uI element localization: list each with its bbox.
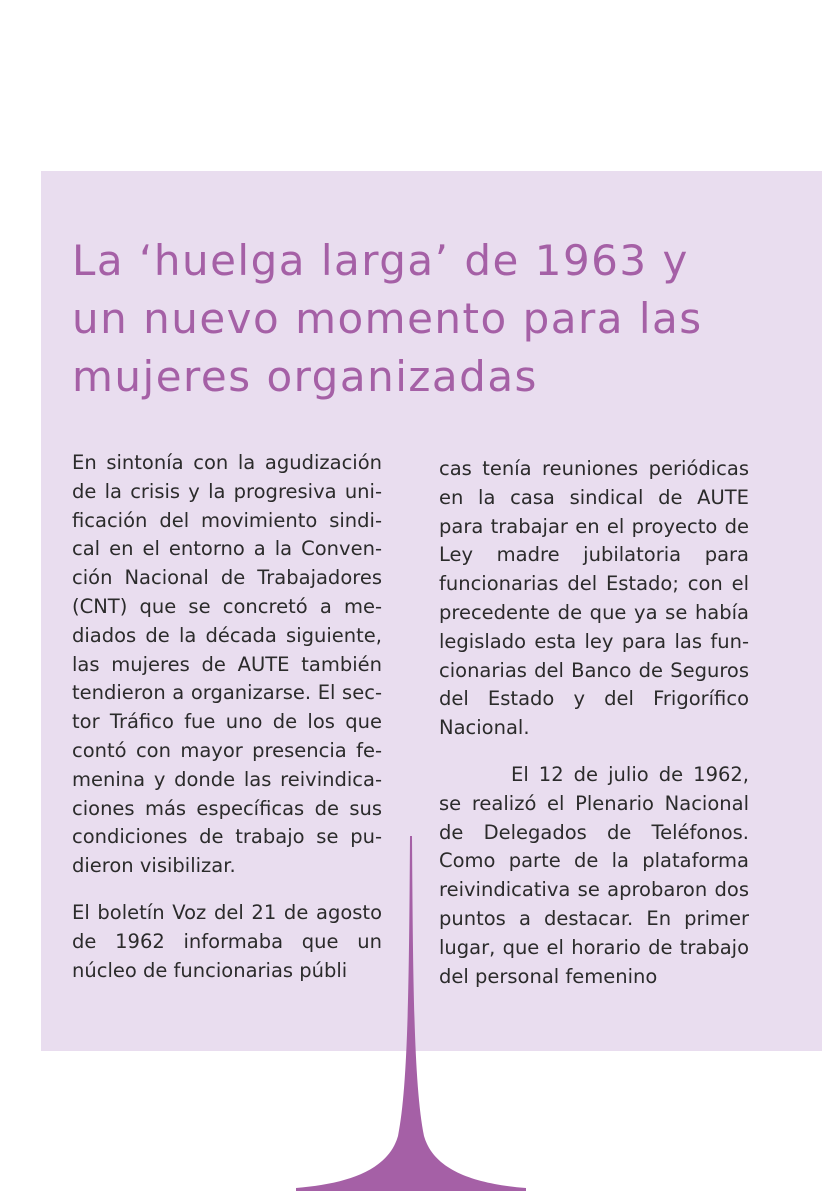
decorative-spike [296, 836, 526, 1191]
paragraph: El boletín Voz del 21 de agosto de 1962 informaba que un núcleo de funcionarias públi [72, 900, 382, 982]
paragraph: El 12 de julio de 1962, se realizó el Plenario Nacional de Delegados de Teléfonos. Como parte de la plataforma reivindicativa se aprobaron dos puntos a destacar. En primer lugar, que el horario de trabajo del personal femenino [439, 762, 749, 988]
paragraph: En sintonía con la agudización de la crisis y la progresiva unificación del movimiento sindical en el entorno a la Convención Nacional de Trabajadores (CNT) que se concretó a mediados de la década siguiente, las mujeres de AUTE también tendieron a organizarse. El sector Tráfico fue uno de los que contó con mayor presencia femenina y donde las reivindicaciones más específicas de sus condiciones de trabajo se pudieron visibilizar. [72, 451, 382, 878]
paragraph: cas tenía reuniones periódicas en la casa sindical de AUTE para trabajar en el proyecto de Ley madre jubilatoria para funcionarias del Estado; con el precedente de que ya se había legislado esta ley para las funcionarias del Banco de Seguros del Estado y del Frigorífico Nacional. [439, 457, 749, 740]
page-title: La ‘huelga larga’ de 1963 y un nuevo momento para las mujeres organizadas [72, 236, 703, 401]
